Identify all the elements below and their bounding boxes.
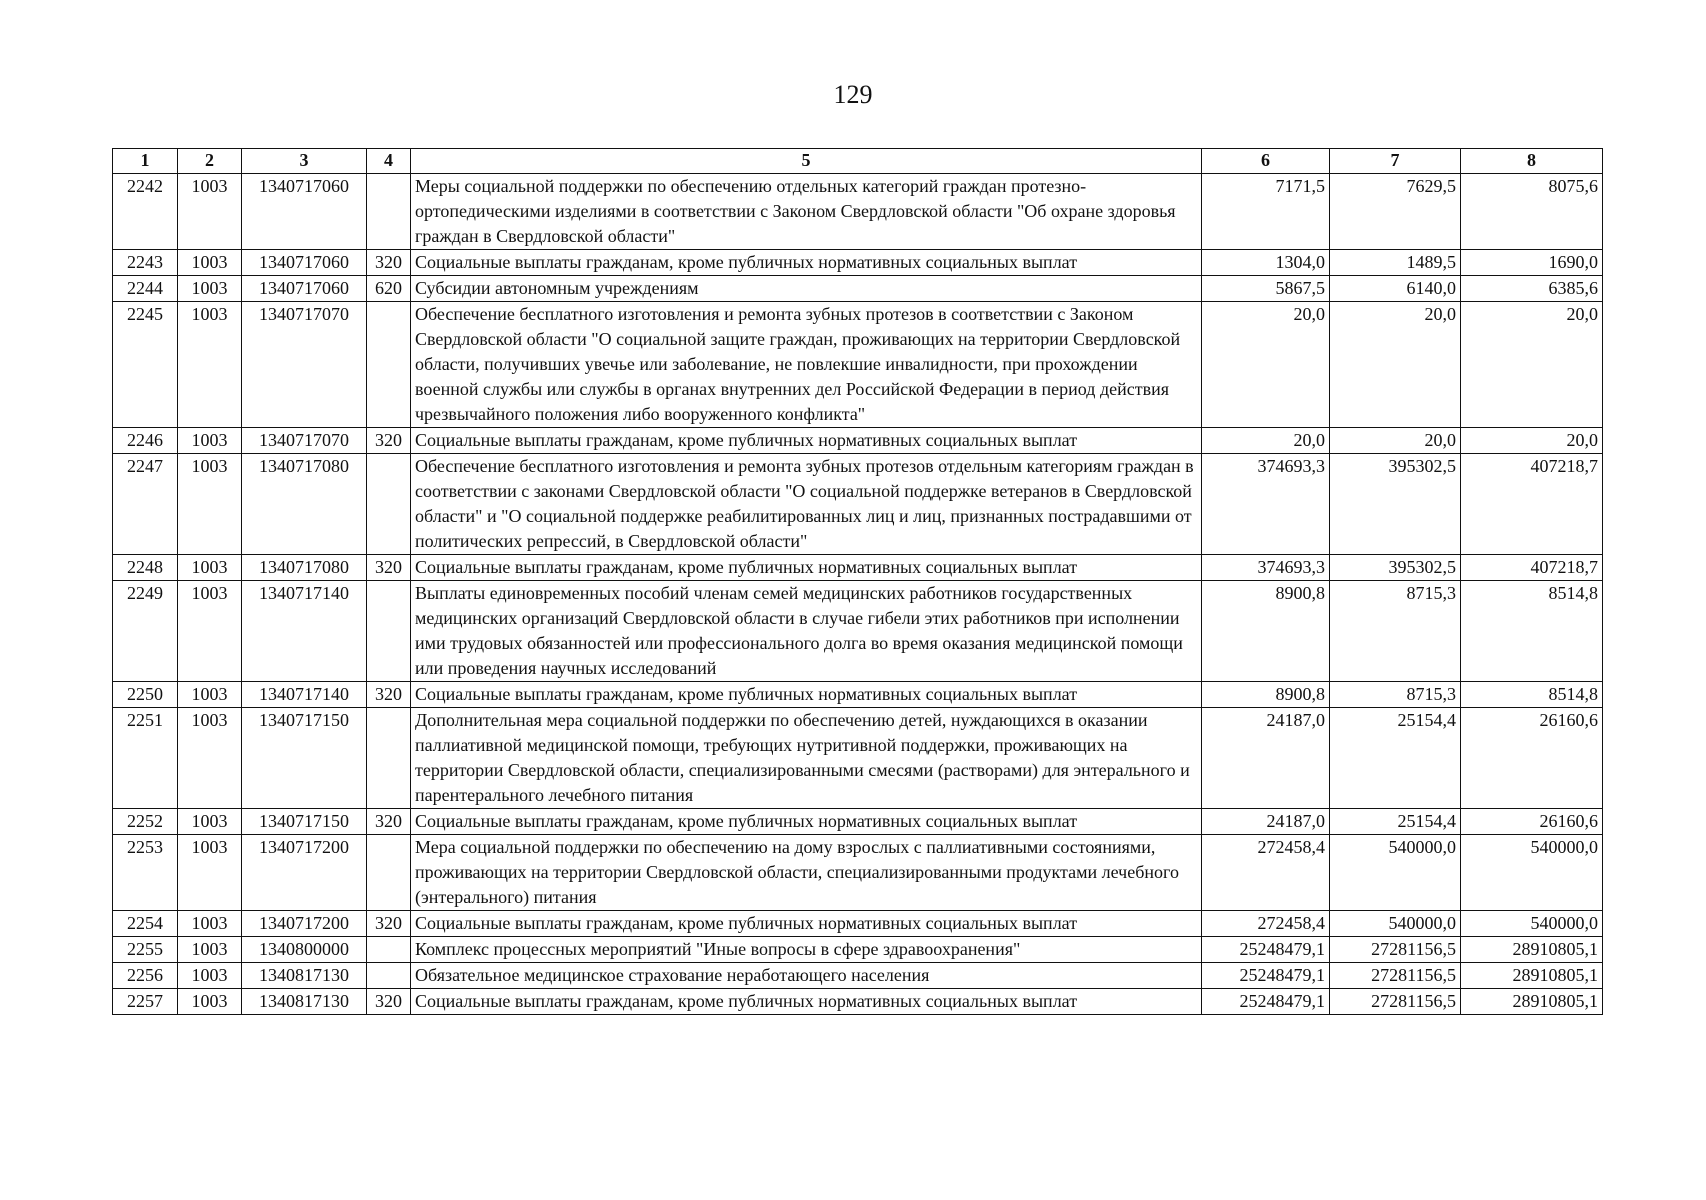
- table-row: [113, 835, 1603, 911]
- amount-year2-cell: 27281156,5: [1330, 963, 1461, 989]
- description-cell: Социальные выплаты гражданам, кроме публичных нормативных социальных выплат: [411, 555, 1202, 581]
- amount-year3-cell: 28910805,1: [1461, 963, 1603, 989]
- table-row: [113, 581, 1603, 682]
- row-number-cell: 2251: [113, 708, 178, 809]
- target-article-cell: 1340717200: [242, 911, 367, 937]
- section-code-cell: 1003: [178, 809, 242, 835]
- target-article-cell: 1340717070: [242, 302, 367, 428]
- target-article-cell: 1340717140: [242, 682, 367, 708]
- amount-year3-cell: 6385,6: [1461, 276, 1603, 302]
- column-header-4: 4: [367, 149, 411, 174]
- description-cell: Социальные выплаты гражданам, кроме публичных нормативных социальных выплат: [411, 989, 1202, 1015]
- section-code-cell: 1003: [178, 963, 242, 989]
- amount-year1-cell: 25248479,1: [1202, 937, 1330, 963]
- expense-type-cell: 320: [367, 682, 411, 708]
- amount-year1-cell: 24187,0: [1202, 708, 1330, 809]
- row-number-cell: 2254: [113, 911, 178, 937]
- description-cell: Субсидии автономным учреждениям: [411, 276, 1202, 302]
- expense-type-cell: [367, 581, 411, 682]
- amount-year3-cell: 1690,0: [1461, 250, 1603, 276]
- amount-year1-cell: 374693,3: [1202, 454, 1330, 555]
- row-number-cell: 2245: [113, 302, 178, 428]
- row-number-cell: 2252: [113, 809, 178, 835]
- row-number-cell: 2244: [113, 276, 178, 302]
- budget-table: [112, 148, 1603, 1015]
- row-number-cell: 2255: [113, 937, 178, 963]
- table-row: [113, 302, 1603, 428]
- amount-year2-cell: 8715,3: [1330, 682, 1461, 708]
- column-header-6: 6: [1202, 149, 1330, 174]
- amount-year2-cell: 540000,0: [1330, 911, 1461, 937]
- description-cell: Социальные выплаты гражданам, кроме публичных нормативных социальных выплат: [411, 428, 1202, 454]
- description-cell: Обязательное медицинское страхование неработающего населения: [411, 963, 1202, 989]
- expense-type-cell: 320: [367, 555, 411, 581]
- amount-year1-cell: 5867,5: [1202, 276, 1330, 302]
- amount-year2-cell: 25154,4: [1330, 708, 1461, 809]
- section-code-cell: 1003: [178, 276, 242, 302]
- amount-year1-cell: 272458,4: [1202, 835, 1330, 911]
- amount-year3-cell: 28910805,1: [1461, 937, 1603, 963]
- table-row: [113, 276, 1603, 302]
- column-header-1: 1: [113, 149, 178, 174]
- row-number-cell: 2242: [113, 174, 178, 250]
- expense-type-cell: [367, 174, 411, 250]
- column-header-3: 3: [242, 149, 367, 174]
- table-row: [113, 428, 1603, 454]
- target-article-cell: 1340717140: [242, 581, 367, 682]
- table-row: [113, 989, 1603, 1015]
- amount-year2-cell: 25154,4: [1330, 809, 1461, 835]
- expense-type-cell: [367, 708, 411, 809]
- description-cell: Комплекс процессных мероприятий "Иные вопросы в сфере здравоохранения": [411, 937, 1202, 963]
- expense-type-cell: 320: [367, 809, 411, 835]
- amount-year1-cell: 7171,5: [1202, 174, 1330, 250]
- amount-year3-cell: 20,0: [1461, 302, 1603, 428]
- description-cell: Выплаты единовременных пособий членам семей медицинских работников государственных медицинских организаций Свердловской области в случае гибели этих работников при исполнении ими трудовых обязанностей или профессионального долга во время оказания медицинской помощи или проведения научных исследований: [411, 581, 1202, 682]
- amount-year2-cell: 20,0: [1330, 428, 1461, 454]
- table-row: [113, 250, 1603, 276]
- table-row: [113, 682, 1603, 708]
- amount-year3-cell: 26160,6: [1461, 708, 1603, 809]
- amount-year2-cell: 27281156,5: [1330, 937, 1461, 963]
- row-number-cell: 2256: [113, 963, 178, 989]
- description-cell: Социальные выплаты гражданам, кроме публичных нормативных социальных выплат: [411, 809, 1202, 835]
- amount-year3-cell: 26160,6: [1461, 809, 1603, 835]
- section-code-cell: 1003: [178, 174, 242, 250]
- amount-year2-cell: 8715,3: [1330, 581, 1461, 682]
- table-row: [113, 454, 1603, 555]
- target-article-cell: 1340717200: [242, 835, 367, 911]
- amount-year3-cell: 8514,8: [1461, 581, 1603, 682]
- target-article-cell: 1340717150: [242, 708, 367, 809]
- amount-year2-cell: 395302,5: [1330, 555, 1461, 581]
- target-article-cell: 1340717150: [242, 809, 367, 835]
- header-row: [113, 149, 1603, 174]
- description-cell: Обеспечение бесплатного изготовления и ремонта зубных протезов в соответствии с Законом Свердловской области "О социальной защите граждан, проживающих на территории Свердловской области, получивших увечье или заболевание, не повлекшие инвалидности, при прохождении военной службы или службы в органах внутренних дел Российской Федерации в период действия чрезвычайного положения либо вооруженного конфликта": [411, 302, 1202, 428]
- row-number-cell: 2246: [113, 428, 178, 454]
- amount-year1-cell: 20,0: [1202, 302, 1330, 428]
- amount-year1-cell: 25248479,1: [1202, 963, 1330, 989]
- target-article-cell: 1340717060: [242, 250, 367, 276]
- description-cell: Меры социальной поддержки по обеспечению отдельных категорий граждан протезно-ортопедическими изделиями в соответствии с Законом Свердловской области "Об охране здоровья граждан в Свердловской области": [411, 174, 1202, 250]
- amount-year3-cell: 8514,8: [1461, 682, 1603, 708]
- amount-year1-cell: 24187,0: [1202, 809, 1330, 835]
- amount-year1-cell: 374693,3: [1202, 555, 1330, 581]
- amount-year2-cell: 20,0: [1330, 302, 1461, 428]
- description-cell: Социальные выплаты гражданам, кроме публичных нормативных социальных выплат: [411, 682, 1202, 708]
- target-article-cell: 1340817130: [242, 989, 367, 1015]
- section-code-cell: 1003: [178, 555, 242, 581]
- section-code-cell: 1003: [178, 708, 242, 809]
- column-header-2: 2: [178, 149, 242, 174]
- expense-type-cell: 620: [367, 276, 411, 302]
- table-row: [113, 963, 1603, 989]
- description-cell: Социальные выплаты гражданам, кроме публичных нормативных социальных выплат: [411, 911, 1202, 937]
- amount-year1-cell: 20,0: [1202, 428, 1330, 454]
- table-row: [113, 937, 1603, 963]
- amount-year2-cell: 27281156,5: [1330, 989, 1461, 1015]
- section-code-cell: 1003: [178, 835, 242, 911]
- expense-type-cell: 320: [367, 250, 411, 276]
- section-code-cell: 1003: [178, 428, 242, 454]
- row-number-cell: 2243: [113, 250, 178, 276]
- amount-year1-cell: 1304,0: [1202, 250, 1330, 276]
- amount-year1-cell: 8900,8: [1202, 581, 1330, 682]
- amount-year2-cell: 540000,0: [1330, 835, 1461, 911]
- row-number-cell: 2247: [113, 454, 178, 555]
- table-body: [113, 174, 1603, 1015]
- description-cell: Мера социальной поддержки по обеспечению на дому взрослых с паллиативными состояниями, проживающих на территории Свердловской области, специализированными продуктами лечебного (энтерального) питания: [411, 835, 1202, 911]
- row-number-cell: 2257: [113, 989, 178, 1015]
- section-code-cell: 1003: [178, 250, 242, 276]
- target-article-cell: 1340800000: [242, 937, 367, 963]
- section-code-cell: 1003: [178, 454, 242, 555]
- description-cell: Социальные выплаты гражданам, кроме публичных нормативных социальных выплат: [411, 250, 1202, 276]
- row-number-cell: 2253: [113, 835, 178, 911]
- description-cell: Обеспечение бесплатного изготовления и ремонта зубных протезов отдельным категориям граждан в соответствии с законами Свердловской области "О социальной поддержке ветеранов в Свердловской области" и "О социальной поддержке реабилитированных лиц и лиц, признанных пострадавшими от политических репрессий, в Свердловской области": [411, 454, 1202, 555]
- target-article-cell: 1340817130: [242, 963, 367, 989]
- target-article-cell: 1340717060: [242, 276, 367, 302]
- expense-type-cell: 320: [367, 911, 411, 937]
- amount-year1-cell: 8900,8: [1202, 682, 1330, 708]
- expense-type-cell: [367, 454, 411, 555]
- table-row: [113, 911, 1603, 937]
- target-article-cell: 1340717060: [242, 174, 367, 250]
- amount-year2-cell: 6140,0: [1330, 276, 1461, 302]
- target-article-cell: 1340717080: [242, 454, 367, 555]
- column-header-7: 7: [1330, 149, 1461, 174]
- expense-type-cell: [367, 963, 411, 989]
- amount-year3-cell: 407218,7: [1461, 555, 1603, 581]
- table-row: [113, 174, 1603, 250]
- target-article-cell: 1340717080: [242, 555, 367, 581]
- expense-type-cell: 320: [367, 428, 411, 454]
- section-code-cell: 1003: [178, 302, 242, 428]
- section-code-cell: 1003: [178, 989, 242, 1015]
- column-header-5: 5: [411, 149, 1202, 174]
- amount-year2-cell: 1489,5: [1330, 250, 1461, 276]
- table-row: [113, 708, 1603, 809]
- page-number: 129: [833, 80, 873, 109]
- table-row: [113, 555, 1603, 581]
- row-number-cell: 2248: [113, 555, 178, 581]
- amount-year3-cell: 28910805,1: [1461, 989, 1603, 1015]
- amount-year3-cell: 540000,0: [1461, 835, 1603, 911]
- amount-year2-cell: 7629,5: [1330, 174, 1461, 250]
- expense-type-cell: [367, 302, 411, 428]
- expense-type-cell: 320: [367, 989, 411, 1015]
- section-code-cell: 1003: [178, 911, 242, 937]
- amount-year3-cell: 407218,7: [1461, 454, 1603, 555]
- amount-year1-cell: 272458,4: [1202, 911, 1330, 937]
- section-code-cell: 1003: [178, 682, 242, 708]
- amount-year3-cell: 540000,0: [1461, 911, 1603, 937]
- amount-year2-cell: 395302,5: [1330, 454, 1461, 555]
- section-code-cell: 1003: [178, 937, 242, 963]
- expense-type-cell: [367, 835, 411, 911]
- amount-year3-cell: 20,0: [1461, 428, 1603, 454]
- section-code-cell: 1003: [178, 581, 242, 682]
- description-cell: Дополнительная мера социальной поддержки по обеспечению детей, нуждающихся в оказании паллиативной медицинской помощи, требующих нутритивной поддержки, проживающих на территории Свердловской области, специализированными смесями (растворами) для энтерального и парентерального лечебного питания: [411, 708, 1202, 809]
- row-number-cell: 2250: [113, 682, 178, 708]
- amount-year1-cell: 25248479,1: [1202, 989, 1330, 1015]
- amount-year3-cell: 8075,6: [1461, 174, 1603, 250]
- row-number-cell: 2249: [113, 581, 178, 682]
- column-header-8: 8: [1461, 149, 1603, 174]
- table-row: [113, 809, 1603, 835]
- target-article-cell: 1340717070: [242, 428, 367, 454]
- expense-type-cell: [367, 937, 411, 963]
